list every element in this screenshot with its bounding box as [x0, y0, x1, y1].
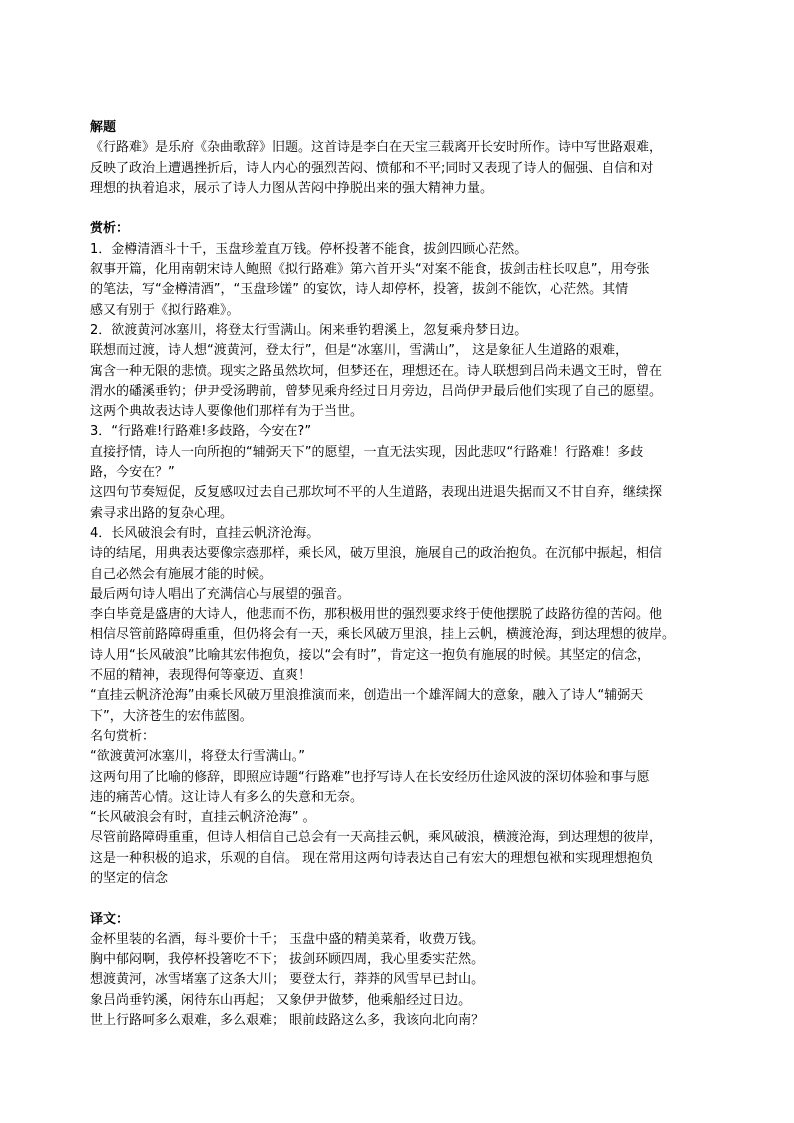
translation-line: 象吕尚垂钓溪，闲待东山再起； 又象伊尹做梦，他乘船经过日边。 [90, 992, 472, 1008]
translation-line: 世上行路呵多么艰难，多么艰难； 眼前歧路这么多，我该向北向南？ [90, 1013, 485, 1029]
paragraph-line: 理想的执着追求，展示了诗人力图从苦闷中挣脱出来的强大精神力量。 [90, 180, 494, 196]
section-heading-shangxi: 赏析： [90, 221, 130, 237]
paragraph-line: 不屈的精神，表现得何等豪迈、直爽！ [90, 668, 312, 684]
paragraph-line: 的坚定的信念 [90, 870, 169, 886]
paragraph-line: 诗人用“长风破浪”比喻其宏伟抱负，接以“会有时”，肯定这一抱负有施展的时候。其坚定的信念， [90, 647, 650, 663]
section-heading-yiwen: 译文： [90, 911, 130, 927]
paragraph-line: 违的痛苦心情。这让诗人有多么的失意和无奈。 [90, 789, 364, 805]
spacer [90, 199, 708, 219]
document-page [90, 118, 708, 1031]
paragraph-line: 李白毕竟是盛唐的大诗人，他悲而不伤，那积极用世的强烈要求终于使他摆脱了歧路彷徨的苦闷。他 [90, 607, 663, 623]
paragraph-line: 索寻求出路的复杂心理。 [90, 505, 234, 521]
paragraph-line: 反映了政治上遭遇挫折后，诗人内心的强烈苦闷、愤郁和不平;同时又表现了诗人的倔强、自信和对 [90, 160, 654, 176]
paragraph-line: 感又有别于《拟行路难》。 [90, 302, 240, 318]
translation-line: 胸中郁闷啊，我停杯投箸吃不下； 拔剑环顾四周，我心里委实茫然。 [90, 952, 485, 968]
paragraph-line: “长风破浪会有时，直挂云帆济沧海” 。 [90, 810, 316, 826]
paragraph-line: 联想而过渡，诗人想“渡黄河，登太行”，但是“冰塞川，雪满山”， 这是象征人生道路的艰难， [90, 343, 629, 359]
paragraph-line: 最后两句诗人唱出了充满信心与展望的强音。 [90, 586, 351, 602]
paragraph-line: 寓含一种无限的悲愤。现实之路虽然坎坷，但梦还在，理想还在。诗人联想到吕尚未遇文王时，曾在 [90, 363, 663, 379]
paragraph-line: 相信尽管前路障碍重重，但仍将会有一天，乘长风破万里浪，挂上云帆，横渡沧海，到达理想的彼岸。 [90, 627, 676, 643]
paragraph-line: 这四句节奏短促，反复感叹过去自己那坎坷不平的人生道路，表现出进退失据而又不甘自弃，继续探 [90, 485, 663, 501]
paragraph-line: “欲渡黄河冰塞川，将登太行雪满山。” [90, 749, 305, 765]
paragraph-line: 这两句用了比喻的修辞，即照应诗题“行路难”也抒写诗人在长安经历仕途风波的深切体验和事与愿 [90, 769, 650, 785]
paragraph-line: 叙事开篇，化用南朝宋诗人鲍照《拟行路难》第六首开头“对案不能食，拔剑击柱长叹息”，用夸张 [90, 262, 650, 278]
paragraph-line: 《行路难》是乐府《杂曲歌辞》旧题。这首诗是李白在天宝三载离开长安时所作。诗中写世路艰难， [90, 140, 663, 156]
paragraph-line: 4．长风破浪会有时，直挂云帆济沧海。 [90, 525, 320, 541]
paragraph-line: 诗的结尾，用典表达要像宗悫那样，乘长风，破万里浪，施展自己的政治抱负。在沉郁中振起，相信 [90, 546, 663, 562]
paragraph-line: 1．金樽清酒斗十千，玉盘珍羞直万钱。停杯投著不能食，拔剑四顾心茫然。 [90, 241, 528, 257]
paragraph-line: 这两个典故表达诗人要像他们那样有为于当世。 [90, 404, 364, 420]
paragraph-line: 直接抒情，诗人一向所抱的“辅弼天下”的愿望，一直无法实现，因此悲叹“行路难！行路难！多歧 [90, 444, 644, 460]
paragraph-line: 的笔法，写“金樽清酒”，“玉盘珍馐” 的宴饮，诗人却停杯，投箸，拔剑不能饮，心茫然。其情 [90, 282, 629, 298]
paragraph-line: 这是一种积极的追求，乐观的自信。 现在常用这两句诗表达自己有宏大的理想包袱和实现理想抱负 [90, 850, 654, 866]
paragraph-line: 2．欲渡黄河冰塞川，将登太行雪满山。闲来垂钓碧溪上，忽复乘舟梦日边。 [90, 322, 528, 338]
spacer [90, 889, 708, 909]
paragraph-line: 名句赏析： [90, 728, 156, 744]
paragraph-line: 尽管前路障碍重重，但诗人相信自己总会有一天高挂云帆，乘风破浪，横渡沧海，到达理想的彼岸， [90, 830, 663, 846]
translation-line: 想渡黄河，冰雪堵塞了这条大川； 要登太行，莽莽的风雪早已封山。 [90, 972, 485, 988]
paragraph-line: 渭水的磻溪垂钓；伊尹受汤聘前，曾梦见乘舟经过日月旁边，吕尚伊尹最后他们实现了自己的愿望。 [90, 383, 663, 399]
translation-line: 金杯里装的名酒，每斗要价十千； 玉盘中盛的精美菜肴，收费万钱。 [90, 931, 485, 947]
paragraph-line: 3．“行路难!行路难!多歧路，今安在?” [90, 424, 312, 440]
paragraph-line: “直挂云帆济沧海”由乘长风破万里浪推演而来，创造出一个雄浑阔大的意象，融入了诗人“辅弼天 [90, 688, 644, 704]
paragraph-line: 路，今安在？” [90, 465, 175, 481]
paragraph-line: 自己必然会有施展才能的时候。 [90, 566, 273, 582]
paragraph-line: 下”，大济苍生的宏伟蓝图。 [90, 708, 253, 724]
section-heading-jieti: 解题 [90, 120, 117, 135]
